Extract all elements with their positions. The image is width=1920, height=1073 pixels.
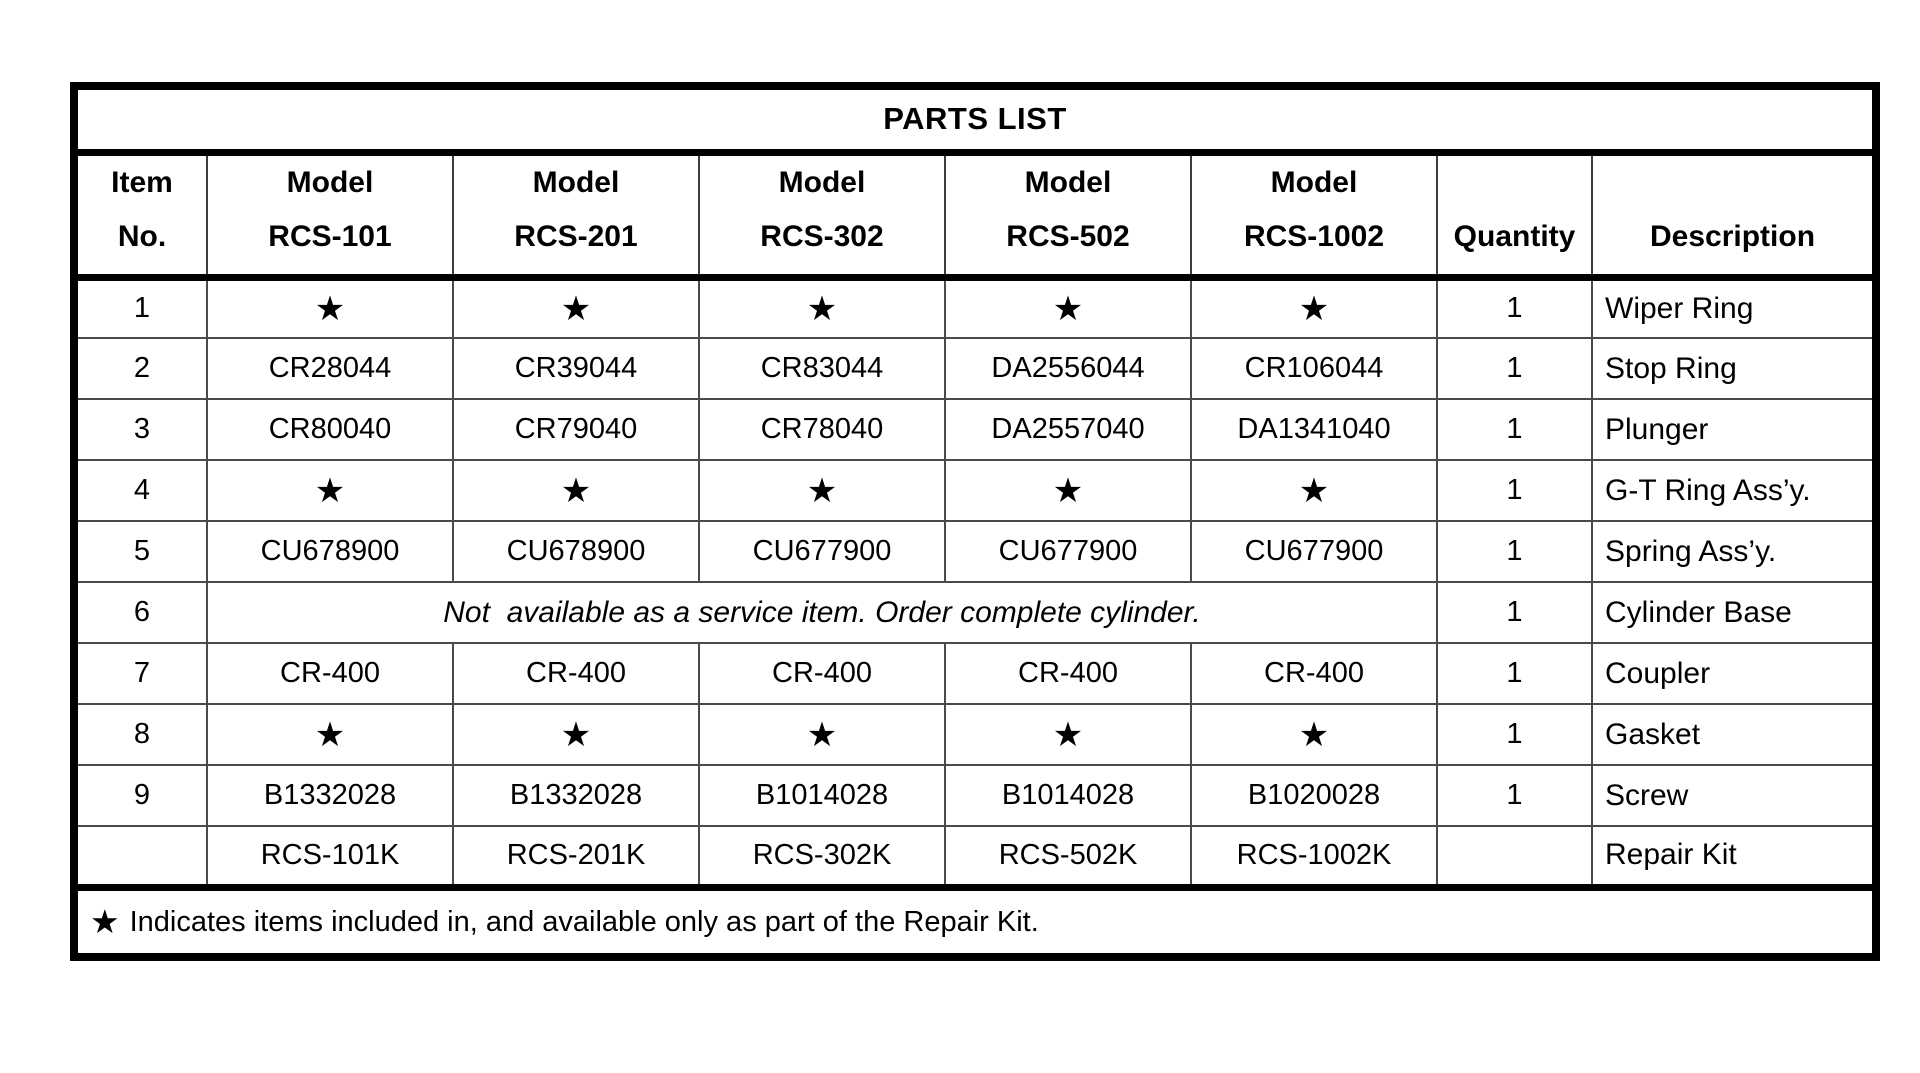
cell-model: CU677900 bbox=[945, 521, 1191, 582]
table-row bbox=[74, 277, 1876, 338]
cell-description: Stop Ring bbox=[1592, 338, 1876, 399]
star-icon: ★ bbox=[453, 460, 699, 521]
table-title-row bbox=[74, 86, 1876, 152]
cell-model: CR39044 bbox=[453, 338, 699, 399]
cell-model: B1014028 bbox=[699, 765, 945, 826]
header-row bbox=[74, 152, 1876, 277]
table-row bbox=[74, 643, 1876, 704]
table-row bbox=[74, 399, 1876, 460]
cell-quantity: 1 bbox=[1437, 704, 1592, 765]
cell-model: CR78040 bbox=[699, 399, 945, 460]
cell-quantity: 1 bbox=[1437, 582, 1592, 643]
cell-model: RCS-302K bbox=[699, 826, 945, 887]
star-icon: ★ bbox=[453, 704, 699, 765]
star-icon: ★ bbox=[1191, 460, 1437, 521]
star-icon: ★ bbox=[207, 460, 453, 521]
cell-description: Gasket bbox=[1592, 704, 1876, 765]
cell-quantity: 1 bbox=[1437, 765, 1592, 826]
cell-model: CR28044 bbox=[207, 338, 453, 399]
cell-description: Wiper Ring bbox=[1592, 277, 1876, 338]
star-icon: ★ bbox=[453, 277, 699, 338]
cell-model: CR83044 bbox=[699, 338, 945, 399]
col-header-quantity: Quantity bbox=[1437, 152, 1592, 277]
cell-model: B1014028 bbox=[945, 765, 1191, 826]
star-icon: ★ bbox=[945, 277, 1191, 338]
cell-model: CU678900 bbox=[207, 521, 453, 582]
star-icon: ★ bbox=[207, 277, 453, 338]
cell-model: CR-400 bbox=[945, 643, 1191, 704]
cell-item-no: 6 bbox=[74, 582, 207, 643]
cell-model: B1332028 bbox=[453, 765, 699, 826]
star-icon: ★ bbox=[945, 704, 1191, 765]
cell-item-no: 9 bbox=[74, 765, 207, 826]
footnote-text: Indicates items included in, and available only as part of the Repair Kit. bbox=[129, 906, 1039, 939]
star-icon: ★ bbox=[699, 704, 945, 765]
footnote bbox=[74, 887, 1876, 957]
col-header-item-no: Item No. bbox=[74, 152, 207, 277]
cell-model: RCS-502K bbox=[945, 826, 1191, 887]
star-icon: ★ bbox=[90, 903, 120, 941]
cell-model: CR-400 bbox=[453, 643, 699, 704]
cell-model: DA2557040 bbox=[945, 399, 1191, 460]
cell-quantity: 1 bbox=[1437, 460, 1592, 521]
cell-item-no: 2 bbox=[74, 338, 207, 399]
cell-description: G-T Ring Ass’y. bbox=[1592, 460, 1876, 521]
cell-model: CU678900 bbox=[453, 521, 699, 582]
star-icon: ★ bbox=[1191, 277, 1437, 338]
cell-model: B1020028 bbox=[1191, 765, 1437, 826]
star-icon: ★ bbox=[945, 460, 1191, 521]
cell-model: CR80040 bbox=[207, 399, 453, 460]
star-icon: ★ bbox=[1191, 704, 1437, 765]
cell-quantity: 1 bbox=[1437, 521, 1592, 582]
cell-description: Screw bbox=[1592, 765, 1876, 826]
cell-model: CR106044 bbox=[1191, 338, 1437, 399]
col-header-model-rcs-201: Model RCS-201 bbox=[453, 152, 699, 277]
table-row bbox=[74, 521, 1876, 582]
cell-quantity: 1 bbox=[1437, 277, 1592, 338]
cell-item-no: 1 bbox=[74, 277, 207, 338]
cell-quantity: 1 bbox=[1437, 399, 1592, 460]
table-row bbox=[74, 704, 1876, 765]
cell-model: RCS-201K bbox=[453, 826, 699, 887]
cell-item-no: 7 bbox=[74, 643, 207, 704]
star-icon: ★ bbox=[207, 704, 453, 765]
cell-quantity: 1 bbox=[1437, 338, 1592, 399]
col-header-model-rcs-101: Model RCS-101 bbox=[207, 152, 453, 277]
cell-item-no: 5 bbox=[74, 521, 207, 582]
cell-model: B1332028 bbox=[207, 765, 453, 826]
table-row-note bbox=[74, 582, 1876, 643]
cell-note: Not available as a service item. Order complete cylinder. bbox=[207, 582, 1437, 643]
cell-model: CR-400 bbox=[699, 643, 945, 704]
star-icon: ★ bbox=[699, 277, 945, 338]
table-row-repair-kit bbox=[74, 826, 1876, 887]
cell-model: RCS-1002K bbox=[1191, 826, 1437, 887]
cell-model: CU677900 bbox=[1191, 521, 1437, 582]
table-title: PARTS LIST bbox=[74, 86, 1876, 152]
table-row bbox=[74, 338, 1876, 399]
cell-description: Plunger bbox=[1592, 399, 1876, 460]
col-header-model-rcs-302: Model RCS-302 bbox=[699, 152, 945, 277]
cell-item-no: 4 bbox=[74, 460, 207, 521]
cell-description: Spring Ass’y. bbox=[1592, 521, 1876, 582]
col-header-description: Description bbox=[1592, 152, 1876, 277]
col-header-model-rcs-1002: Model RCS-1002 bbox=[1191, 152, 1437, 277]
cell-model: CU677900 bbox=[699, 521, 945, 582]
cell-model: DA2556044 bbox=[945, 338, 1191, 399]
star-icon: ★ bbox=[699, 460, 945, 521]
cell-description: Coupler bbox=[1592, 643, 1876, 704]
cell-model: DA1341040 bbox=[1191, 399, 1437, 460]
cell-model: CR79040 bbox=[453, 399, 699, 460]
table-row bbox=[74, 460, 1876, 521]
cell-quantity: 1 bbox=[1437, 643, 1592, 704]
col-header-model-rcs-502: Model RCS-502 bbox=[945, 152, 1191, 277]
parts-list-table bbox=[70, 82, 1880, 961]
cell-item-no bbox=[74, 826, 207, 887]
cell-description: Cylinder Base bbox=[1592, 582, 1876, 643]
cell-model: CR-400 bbox=[1191, 643, 1437, 704]
cell-item-no: 8 bbox=[74, 704, 207, 765]
cell-item-no: 3 bbox=[74, 399, 207, 460]
footnote-row bbox=[74, 887, 1876, 957]
cell-model: RCS-101K bbox=[207, 826, 453, 887]
cell-model: CR-400 bbox=[207, 643, 453, 704]
cell-quantity bbox=[1437, 826, 1592, 887]
cell-description: Repair Kit bbox=[1592, 826, 1876, 887]
table-row bbox=[74, 765, 1876, 826]
